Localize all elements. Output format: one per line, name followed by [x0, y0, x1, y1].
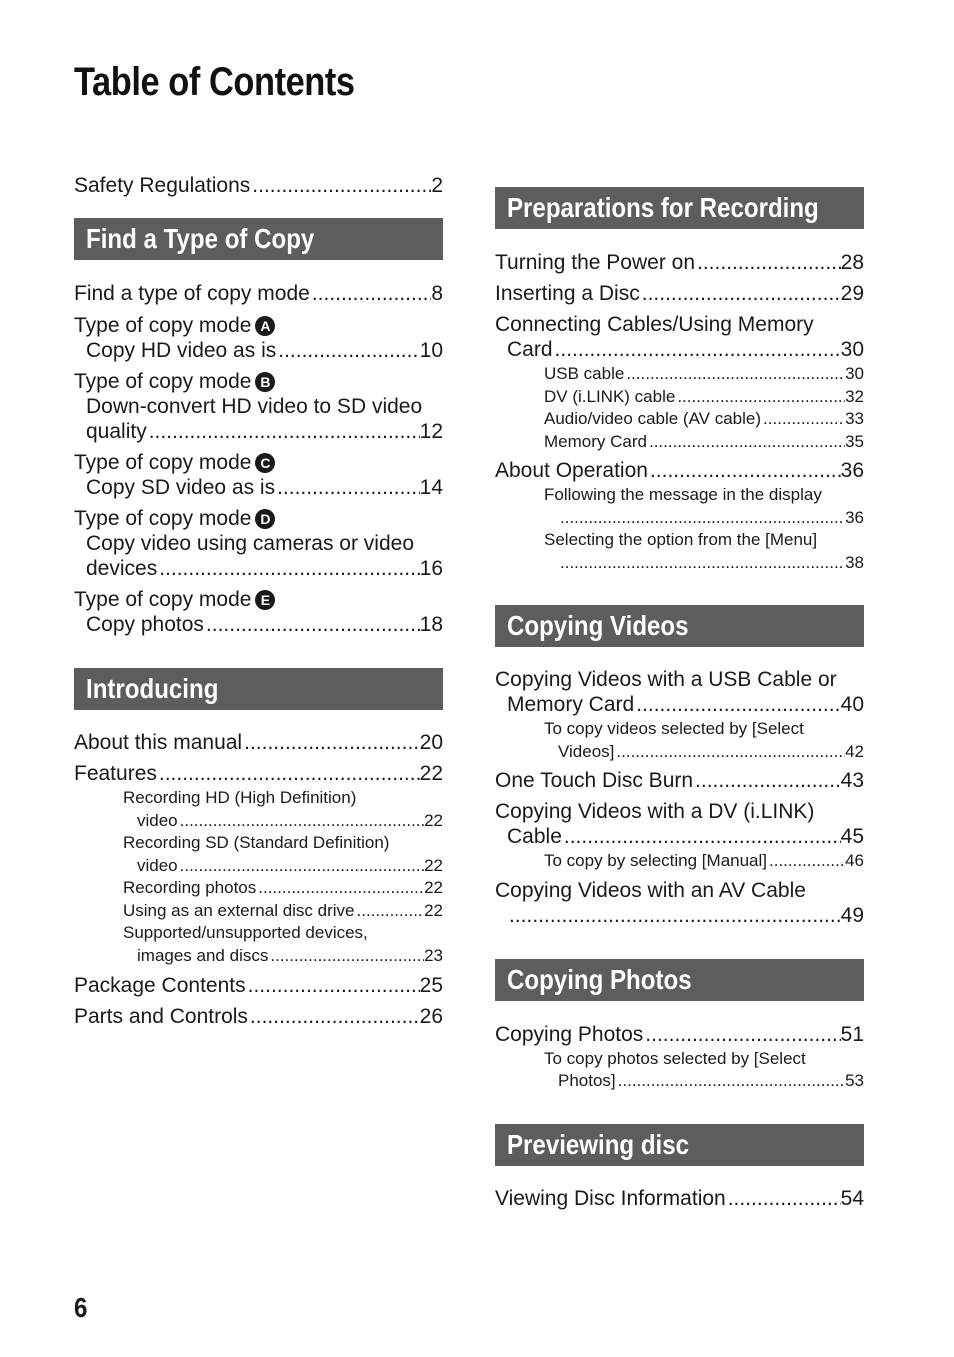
- toc-subentry-select-videos[interactable]: To copy videos selected by [Select: [544, 719, 804, 738]
- toc-entry-find-type-mode[interactable]: Find a type of copy mode ..... 8: [74, 281, 443, 306]
- toc-subentry-sd[interactable]: Recording SD (Standard Definition): [123, 833, 390, 852]
- toc-entry-about-manual[interactable]: About this manual ..... 20: [74, 730, 443, 755]
- toc-entry-about-operation[interactable]: About Operation ..... 36: [495, 458, 864, 483]
- badge-d-icon: D: [255, 509, 275, 529]
- toc-entry-one-touch[interactable]: One Touch Disc Burn ..... 43: [495, 768, 864, 793]
- badge-c-icon: C: [255, 453, 275, 473]
- toc-entry-videos-av[interactable]: Copying Videos with an AV Cable ..... 49: [495, 878, 864, 928]
- section-header-preparations: Preparations for Recording: [495, 187, 864, 229]
- section-header-find-type: Find a Type of Copy: [74, 218, 443, 260]
- toc-subentry-supported[interactable]: Supported/unsupported devices,: [123, 923, 368, 942]
- toc-subentry-external-drive[interactable]: Using as an external disc drive ..... 22: [74, 900, 443, 923]
- badge-a-icon: A: [255, 316, 275, 336]
- toc-entry-disc-information[interactable]: Viewing Disc Information ..... 54: [495, 1186, 864, 1211]
- toc-subentry-manual[interactable]: To copy by selecting [Manual] ..... 46: [495, 850, 864, 873]
- toc-entry-connecting-cables[interactable]: Connecting Cables/Using Memory Card ..... 30: [495, 312, 864, 362]
- toc-entry-videos-dv[interactable]: Copying Videos with a DV (i.LINK) Cable ..... 45: [495, 799, 864, 849]
- toc-group-mode-e[interactable]: Type of copy mode E Copy photos ..... 18: [74, 587, 443, 637]
- toc-subentry-select-photos[interactable]: To copy photos selected by [Select: [544, 1048, 806, 1068]
- toc-subentries-connecting: [495, 363, 864, 453]
- toc-group-mode-a[interactable]: Type of copy mode A Copy HD video as is ..... 10: [74, 313, 443, 363]
- page-title: Table of Contents: [74, 60, 355, 104]
- section-header-copying-photos: Copying Photos: [495, 959, 864, 1001]
- toc-entry-videos-usb[interactable]: Copying Videos with a USB Cable or Memory Card ..... 40: [495, 667, 864, 717]
- toc-subentry-recording-photos[interactable]: Recording photos ..... 22: [74, 877, 443, 900]
- toc-subentry-hd[interactable]: Recording HD (High Definition): [123, 788, 357, 807]
- toc-left-column: [74, 173, 443, 1029]
- section-header-copying-videos: Copying Videos: [495, 605, 864, 647]
- toc-subentry-memory-card[interactable]: Memory Card ..... 35: [495, 431, 864, 454]
- toc-entry-inserting-disc[interactable]: Inserting a Disc ..... 29: [495, 281, 864, 306]
- toc-subentries-videos-usb: To copy videos selected by [Select Videos] ..... 42: [495, 718, 864, 763]
- toc-subentries-photos: To copy photos selected by [Select Photos] ..... 53: [495, 1048, 864, 1093]
- toc-group-mode-c[interactable]: Type of copy mode C Copy SD video as is ..... 14: [74, 450, 443, 500]
- toc-subentries-features: Recording HD (High Definition) video ..... 22 Recording SD (Standard Definition) video ..... 22 Recording photos ..... 22 Using as an external disc drive ..... 22 Supported/unsupported devices, images and discs ..... 23: [74, 787, 443, 967]
- badge-b-icon: B: [255, 372, 275, 392]
- toc-entry-copying-photos[interactable]: Copying Photos ..... 51: [495, 1022, 864, 1047]
- toc-entry-power-on[interactable]: Turning the Power on ..... 28: [495, 250, 864, 275]
- toc-subentry-av-cable[interactable]: Audio/video cable (AV cable) ..... 33: [495, 408, 864, 431]
- toc-subentry-message[interactable]: Following the message in the display: [544, 485, 822, 504]
- toc-subentry-menu[interactable]: Selecting the option from the [Menu]: [544, 530, 818, 549]
- toc-group-mode-d[interactable]: Type of copy mode D Copy video using cameras or video devices ..... 16: [74, 506, 443, 581]
- toc-entry-safety-regulations[interactable]: Safety Regulations ..... 2: [74, 173, 443, 198]
- toc-subentries-operation: Following the message in the display ..... 36 Selecting the option from the [Menu] ..... 38: [495, 484, 864, 574]
- toc-group-mode-b[interactable]: Type of copy mode B Down-convert HD video to SD video quality ..... 12: [74, 369, 443, 444]
- toc-subentry-dv-cable[interactable]: DV (i.LINK) cable ..... 32: [495, 386, 864, 409]
- toc-entry-package-contents[interactable]: Package Contents ..... 25: [74, 973, 443, 998]
- section-header-introducing: Introducing: [74, 668, 443, 710]
- toc-subentry-usb-cable[interactable]: USB cable ..... 30: [495, 363, 864, 386]
- toc-entry-parts-controls[interactable]: Parts and Controls ..... 26: [74, 1004, 443, 1029]
- toc-entry-features[interactable]: Features ..... 22: [74, 761, 443, 786]
- page-number: 6: [74, 1292, 88, 1323]
- toc-right-column: [495, 187, 864, 1211]
- badge-e-icon: E: [255, 590, 275, 610]
- section-header-previewing: Previewing disc: [495, 1124, 864, 1166]
